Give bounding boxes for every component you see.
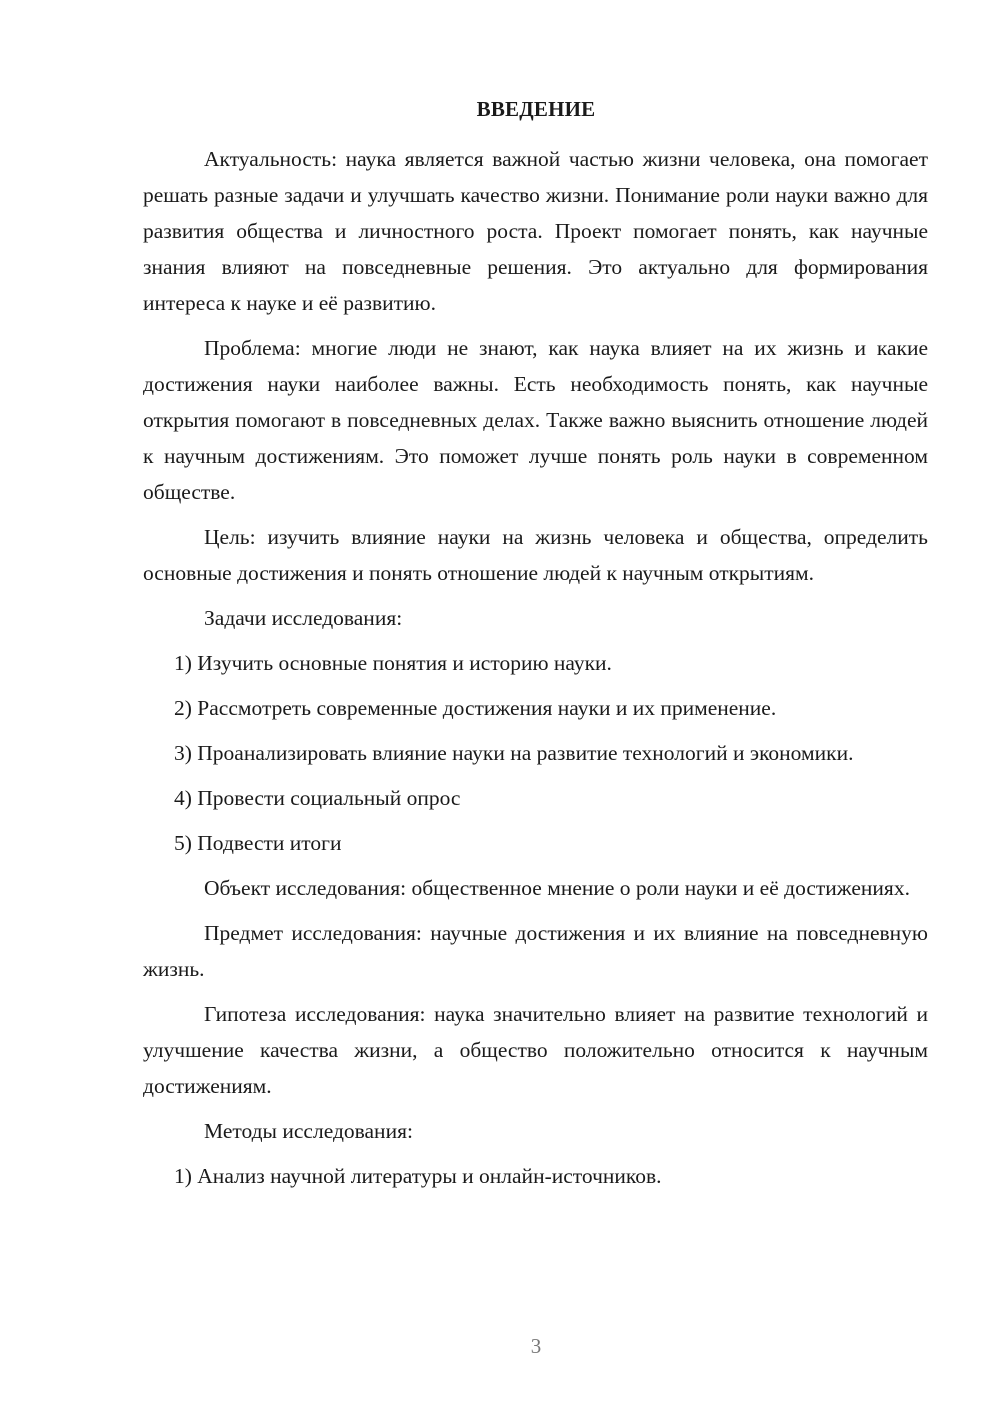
- task-item-3: 3) Проанализировать влияние науки на развитие технологий и экономики.: [174, 741, 854, 765]
- paragraph-methods-heading: Методы исследования:: [204, 1119, 413, 1143]
- paragraph-problem: Проблема: многие люди не знают, как наука влияет на их жизнь и какие достижения науки наиболее важны. Есть необходимость понять, как научные открытия помогают в повседневных делах. Также важно выяснить отношение людей к научным достижениям. Это поможет лучше понять роль науки в современном обществе.: [143, 336, 928, 504]
- paragraph-hypothesis: Гипотеза исследования: наука значительно влияет на развитие технологий и улучшение качества жизни, а общество положительно относится к научным достижениям.: [143, 1002, 928, 1098]
- document-body: [143, 141, 928, 1203]
- task-item-5: 5) Подвести итоги: [174, 831, 342, 855]
- method-item-1: 1) Анализ научной литературы и онлайн-источников.: [174, 1164, 662, 1188]
- task-item-4: 4) Провести социальный опрос: [174, 786, 461, 810]
- paragraph-subject: Предмет исследования: научные достижения и их влияние на повседневную жизнь.: [143, 921, 928, 981]
- task-item-2: 2) Рассмотреть современные достижения науки и их применение.: [174, 696, 777, 720]
- page-number: 3: [530, 1334, 542, 1358]
- task-item-1: 1) Изучить основные понятия и историю науки.: [174, 651, 612, 675]
- section-heading: ВВЕДЕНИЕ: [476, 97, 596, 121]
- paragraph-object: Объект исследования: общественное мнение о роли науки и её достижениях.: [204, 876, 910, 900]
- paragraph-goal: Цель: изучить влияние науки на жизнь человека и общества, определить основные достижения и понять отношение людей к научным открытиям.: [143, 525, 928, 585]
- paragraph-relevance: Актуальность: наука является важной частью жизни человека, она помогает решать разные задачи и улучшать качество жизни. Понимание роли науки важно для развития общества и личностного роста. Проект помогает понять, как научные знания влияют на повседневные решения. Это актуально для формирования интереса к науке и её развитию.: [143, 147, 928, 315]
- paragraph-tasks-heading: Задачи исследования:: [204, 606, 403, 630]
